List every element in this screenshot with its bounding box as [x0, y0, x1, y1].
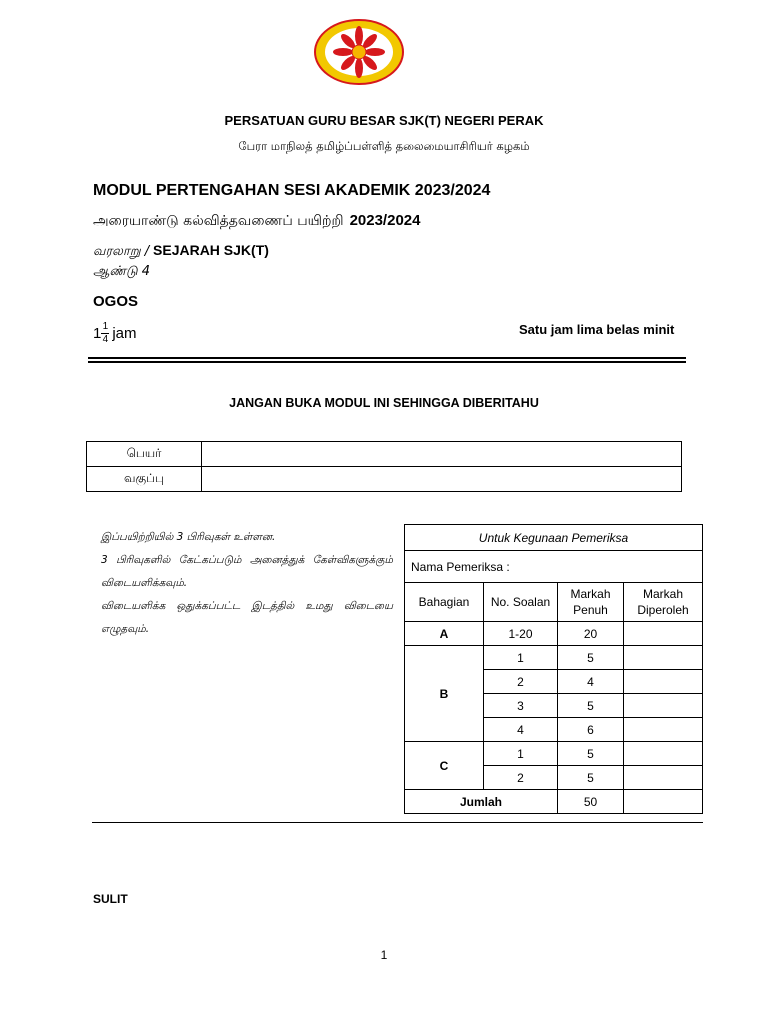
student-info-table	[86, 441, 682, 492]
instructions	[101, 526, 393, 641]
full-marks-cell: 5	[558, 766, 624, 790]
warning-text: JANGAN BUKA MODUL INI SEHINGGA DIBERITAHU	[229, 396, 539, 410]
obtained-marks-cell[interactable]	[624, 718, 703, 742]
student-name-row	[87, 442, 682, 467]
obtained-marks-cell[interactable]	[624, 646, 703, 670]
duration-unit: jam	[112, 325, 137, 342]
association-name-tamil: பேரா மாநிலத் தமிழ்ப்பள்ளித் தலைமையாசிரியர் கழகம்	[238, 139, 530, 153]
exam-subtitle-tamil: அரையாண்டு கல்வித்தவணைப் பயிற்றி	[93, 213, 344, 229]
page-number: 1	[380, 948, 388, 962]
obtained-marks-cell[interactable]	[624, 694, 703, 718]
student-class-row	[87, 467, 682, 492]
duration-denominator: 4	[102, 334, 109, 345]
divider-top	[88, 357, 686, 359]
subject-tamil: வரலாறு /	[93, 244, 150, 259]
column-header: Markah Diperoleh	[624, 583, 703, 622]
examiner-name-field[interactable]: Nama Pemeriksa :	[405, 551, 703, 583]
exam-duration	[93, 322, 137, 345]
full-marks-cell: 5	[558, 694, 624, 718]
full-marks-cell: 5	[558, 646, 624, 670]
obtained-marks-cell[interactable]	[624, 742, 703, 766]
section-cell: C	[405, 742, 484, 790]
association-logo	[313, 18, 405, 86]
total-label: Jumlah	[405, 790, 558, 814]
total-full-marks: 50	[558, 790, 624, 814]
full-marks-cell: 4	[558, 670, 624, 694]
obtained-marks-cell[interactable]	[624, 766, 703, 790]
question-no-cell: 1	[484, 646, 558, 670]
examiner-marks-table	[404, 524, 703, 814]
marks-table-heading: Untuk Kegunaan Pemeriksa	[405, 525, 703, 551]
school-year: ஆண்டு 4	[93, 264, 150, 279]
student-name-field[interactable]	[202, 442, 682, 467]
table-row	[405, 622, 703, 646]
question-no-cell: 3	[484, 694, 558, 718]
duration-words: Satu jam lima belas minit	[519, 322, 675, 337]
table-row	[405, 742, 703, 766]
divider-top-second	[88, 361, 686, 363]
duration-whole: 1	[93, 325, 102, 342]
column-header: No. Soalan	[484, 583, 558, 622]
full-marks-cell: 6	[558, 718, 624, 742]
table-row	[405, 646, 703, 670]
full-marks-cell: 20	[558, 622, 624, 646]
question-no-cell: 1	[484, 742, 558, 766]
question-no-cell: 4	[484, 718, 558, 742]
instruction-item: இப்பயிற்றியில் 3 பிரிவுகள் உள்ளன.	[101, 531, 276, 543]
total-row	[405, 790, 703, 814]
student-class-label: வகுப்பு	[87, 467, 202, 492]
student-class-field[interactable]	[202, 467, 682, 492]
obtained-marks-cell[interactable]	[624, 622, 703, 646]
question-no-cell: 2	[484, 766, 558, 790]
divider-bottom	[92, 822, 703, 823]
exam-title: MODUL PERTENGAHAN SESI AKADEMIK 2023/2024	[93, 182, 491, 199]
section-cell: A	[405, 622, 484, 646]
duration-fraction	[101, 322, 109, 345]
subject-name: SEJARAH SJK(T)	[153, 242, 269, 258]
section-cell: B	[405, 646, 484, 742]
student-name-label: பெயர்	[87, 442, 202, 467]
full-marks-cell: 5	[558, 742, 624, 766]
question-no-cell: 1-20	[484, 622, 558, 646]
question-no-cell: 2	[484, 670, 558, 694]
exam-month: OGOS	[93, 293, 139, 310]
subject-line	[93, 242, 269, 260]
column-header: Markah Penuh	[558, 583, 624, 622]
instruction-item: விடையளிக்க ஒதுக்கப்பட்ட இடத்தில் உமது விடையை எழுதவும்.	[101, 600, 393, 635]
exam-subtitle	[93, 212, 420, 231]
association-name: PERSATUAN GURU BESAR SJK(T) NEGERI PERAK	[224, 113, 544, 128]
classification-label: SULIT	[93, 892, 128, 906]
exam-subtitle-year: 2023/2024	[349, 212, 421, 229]
obtained-marks-cell[interactable]	[624, 670, 703, 694]
instruction-item: 3 பிரிவுகளில் கேட்கப்படும் அனைத்துக் கேள்விகளுக்கும் விடையளிக்கவும்.	[101, 554, 393, 589]
total-obtained-marks[interactable]	[624, 790, 703, 814]
column-header: Bahagian	[405, 583, 484, 622]
duration-numerator: 1	[102, 321, 109, 332]
